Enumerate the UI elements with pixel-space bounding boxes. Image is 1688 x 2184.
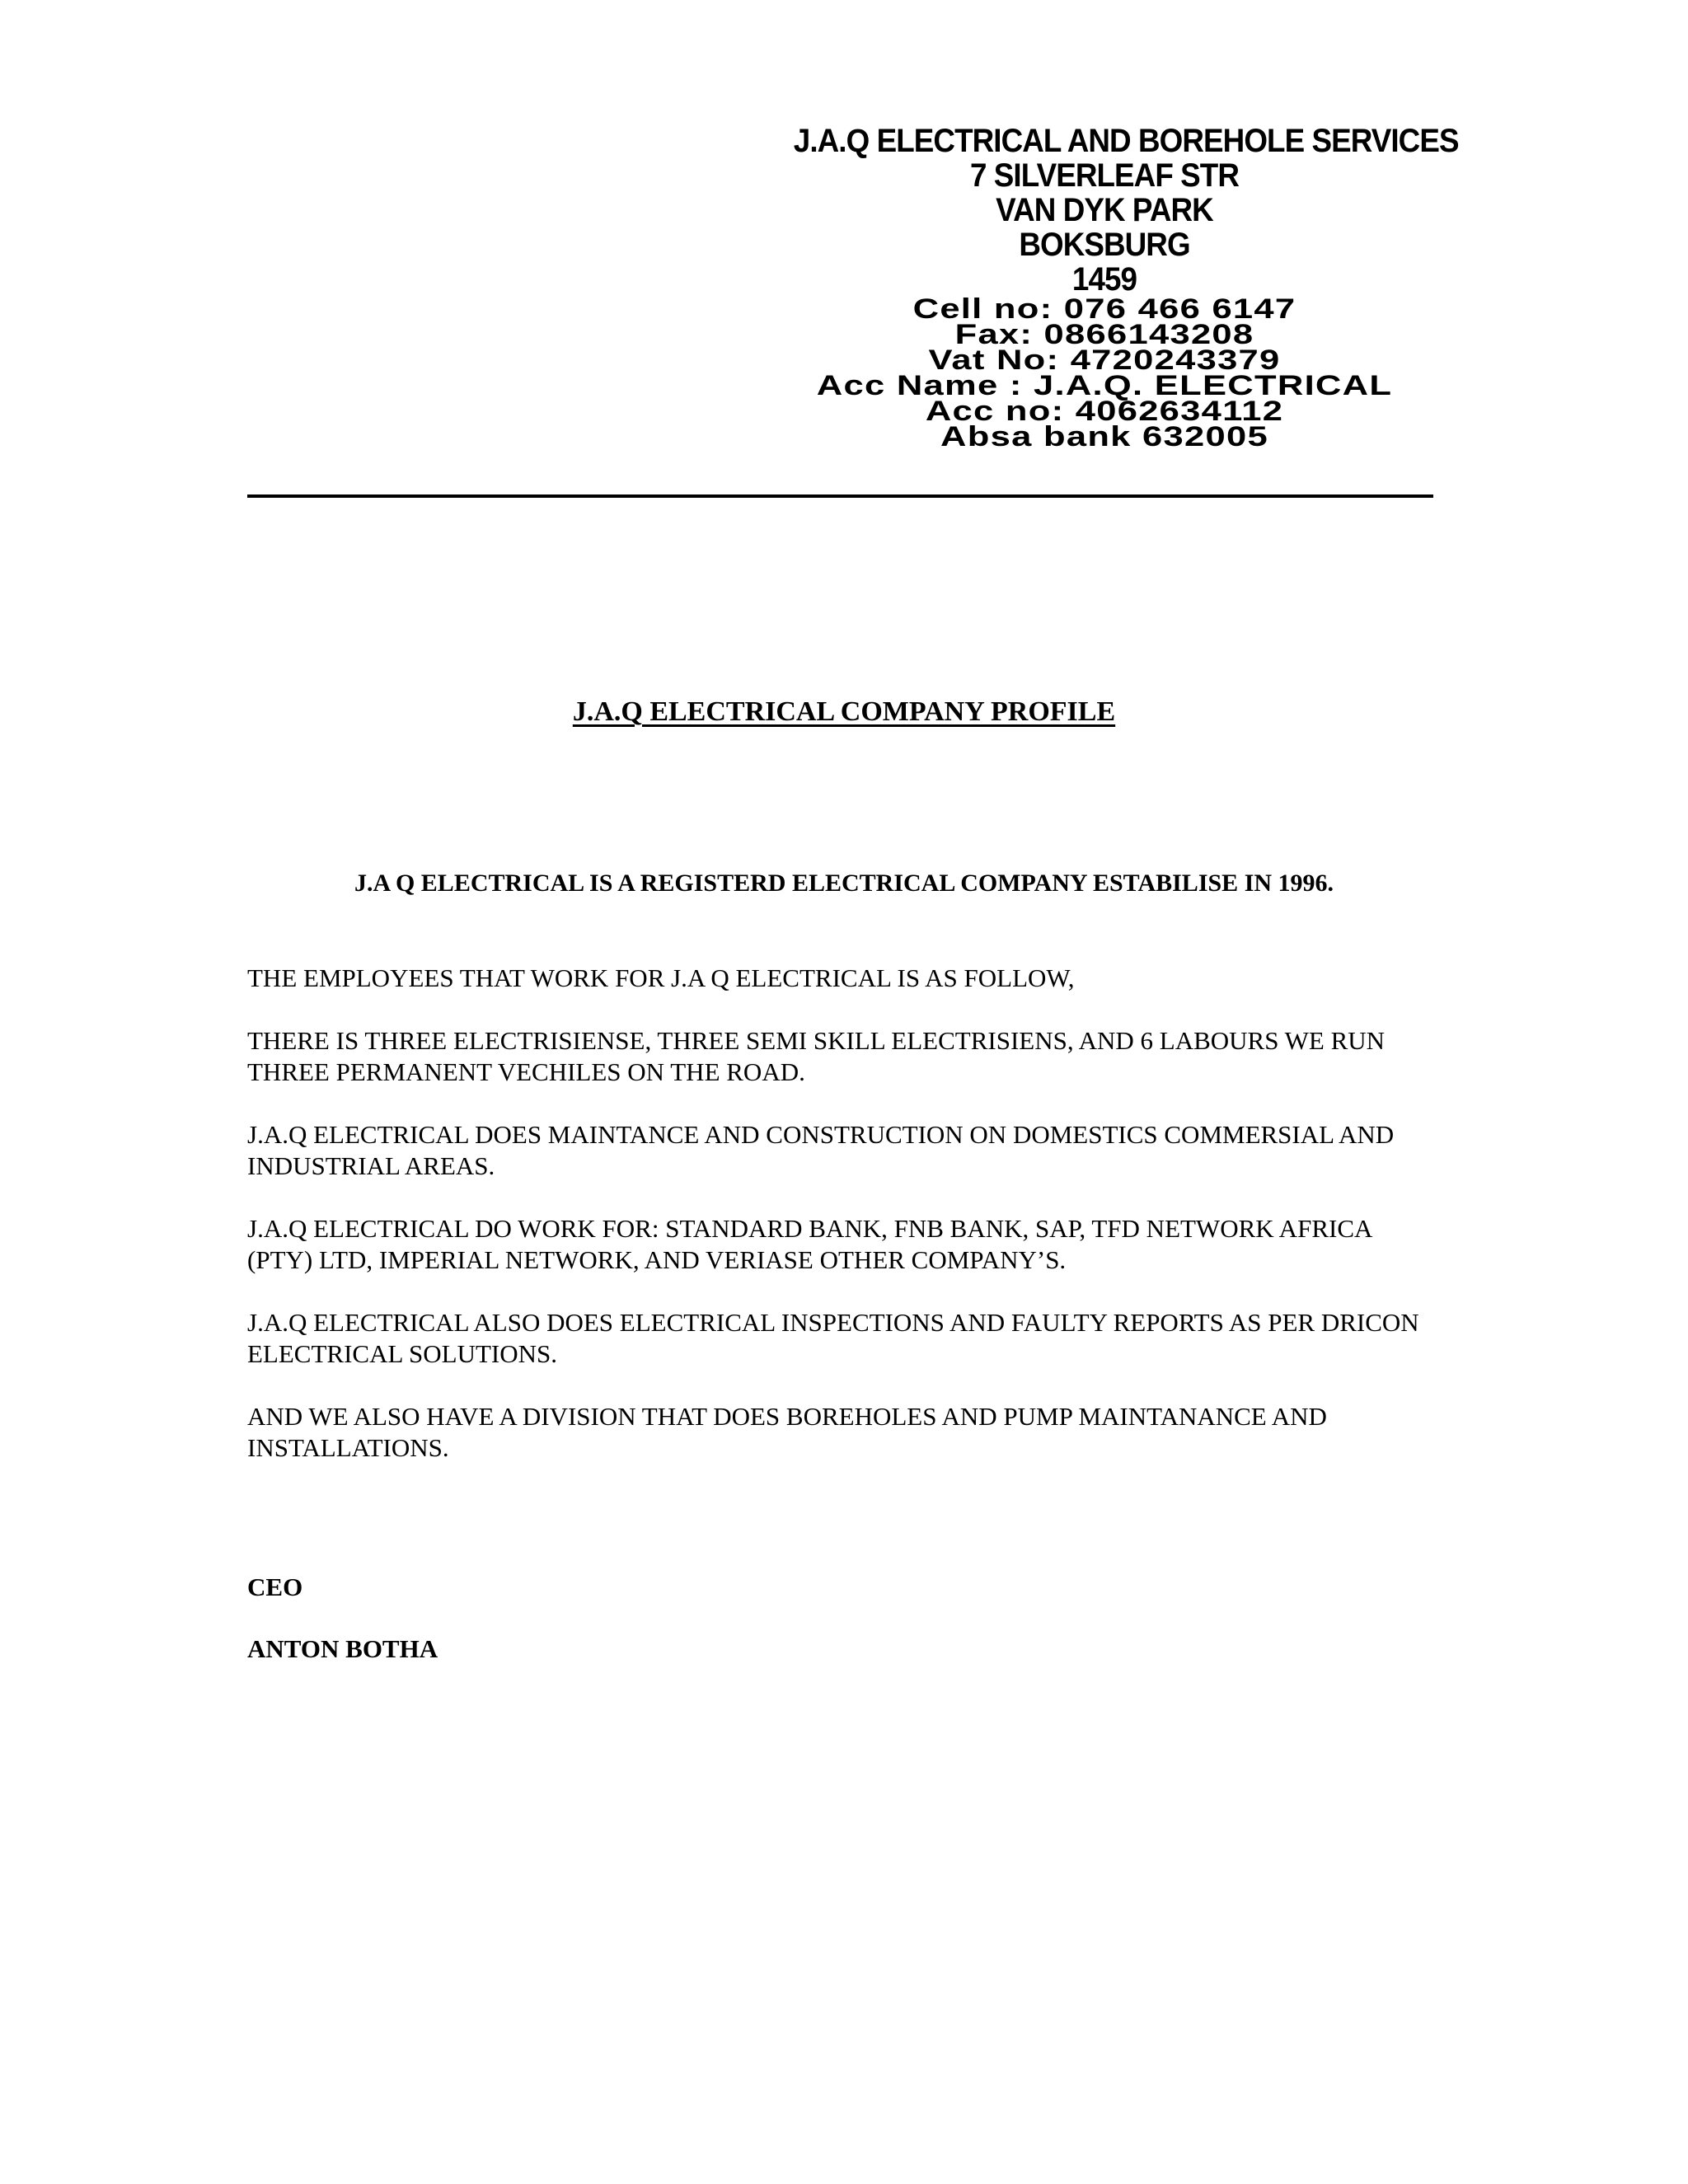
document-title: J.A.Q ELECTRICAL COMPANY PROFILE [572,696,1116,727]
letterhead-fax: Fax: 0866143208 [954,319,1254,350]
letterhead-postal-code: 1459 [1071,261,1137,298]
letterhead-company-name: J.A.Q ELECTRICAL AND BOREHOLE SERVICES [793,123,1459,159]
paragraph-staff: THERE IS THREE ELECTRISIENSE, THREE SEMI SKILL ELECTRISIENS, AND 6 LABOURS WE RUN THREE PERMANENT VECHILES ON THE ROAD. [247,1026,1386,1086]
letterhead-account-number: Acc no: 4062634112 [925,396,1284,427]
letterhead-suburb: VAN DYK PARK [996,192,1213,228]
paragraph-employees: THE EMPLOYEES THAT WORK FOR J.A Q ELECTRICAL IS AS FOLLOW, [247,963,1075,992]
header-divider [247,494,1433,498]
intro-statement: J.A Q ELECTRICAL IS A REGISTERD ELECTRICAL COMPANY ESTABILISE IN 1996. [354,869,1334,897]
letterhead-account-name: Acc Name : J.A.Q. ELECTRICAL [816,370,1393,401]
letterhead-city: BOKSBURG [1019,227,1190,263]
letterhead-cell: Cell no: 076 466 6147 [912,293,1296,325]
letterhead-vat: Vat No: 4720243379 [928,344,1281,376]
paragraph-boreholes: AND WE ALSO HAVE A DIVISION THAT DOES BOREHOLES AND PUMP MAINTANANCE AND INSTALLATIONS. [247,1402,1327,1462]
signature-role: CEO [247,1572,303,1601]
paragraph-services: J.A.Q ELECTRICAL DOES MAINTANCE AND CONSTRUCTION ON DOMESTICS COMMERSIAL AND INDUSTRIAL AREAS. [247,1120,1395,1180]
signature-name: ANTON BOTHA [247,1634,438,1663]
letterhead-street: 7 SILVERLEAF STR [969,157,1240,194]
letterhead [767,123,1459,452]
paragraph-clients: J.A.Q ELECTRICAL DO WORK FOR: STANDARD BANK, FNB BANK, SAP, TFD NETWORK AFRICA (PTY) LTD, IMPERIAL NETWORK, AND VERIASE OTHER COMPANY’S. [247,1214,1372,1274]
profile-body [247,963,1442,1495]
letterhead-bank: Absa bank 632005 [940,421,1268,452]
paragraph-inspections: J.A.Q ELECTRICAL ALSO DOES ELECTRICAL INSPECTIONS AND FAULTY REPORTS AS PER DRICON ELECTRICAL SOLUTIONS. [247,1308,1419,1368]
